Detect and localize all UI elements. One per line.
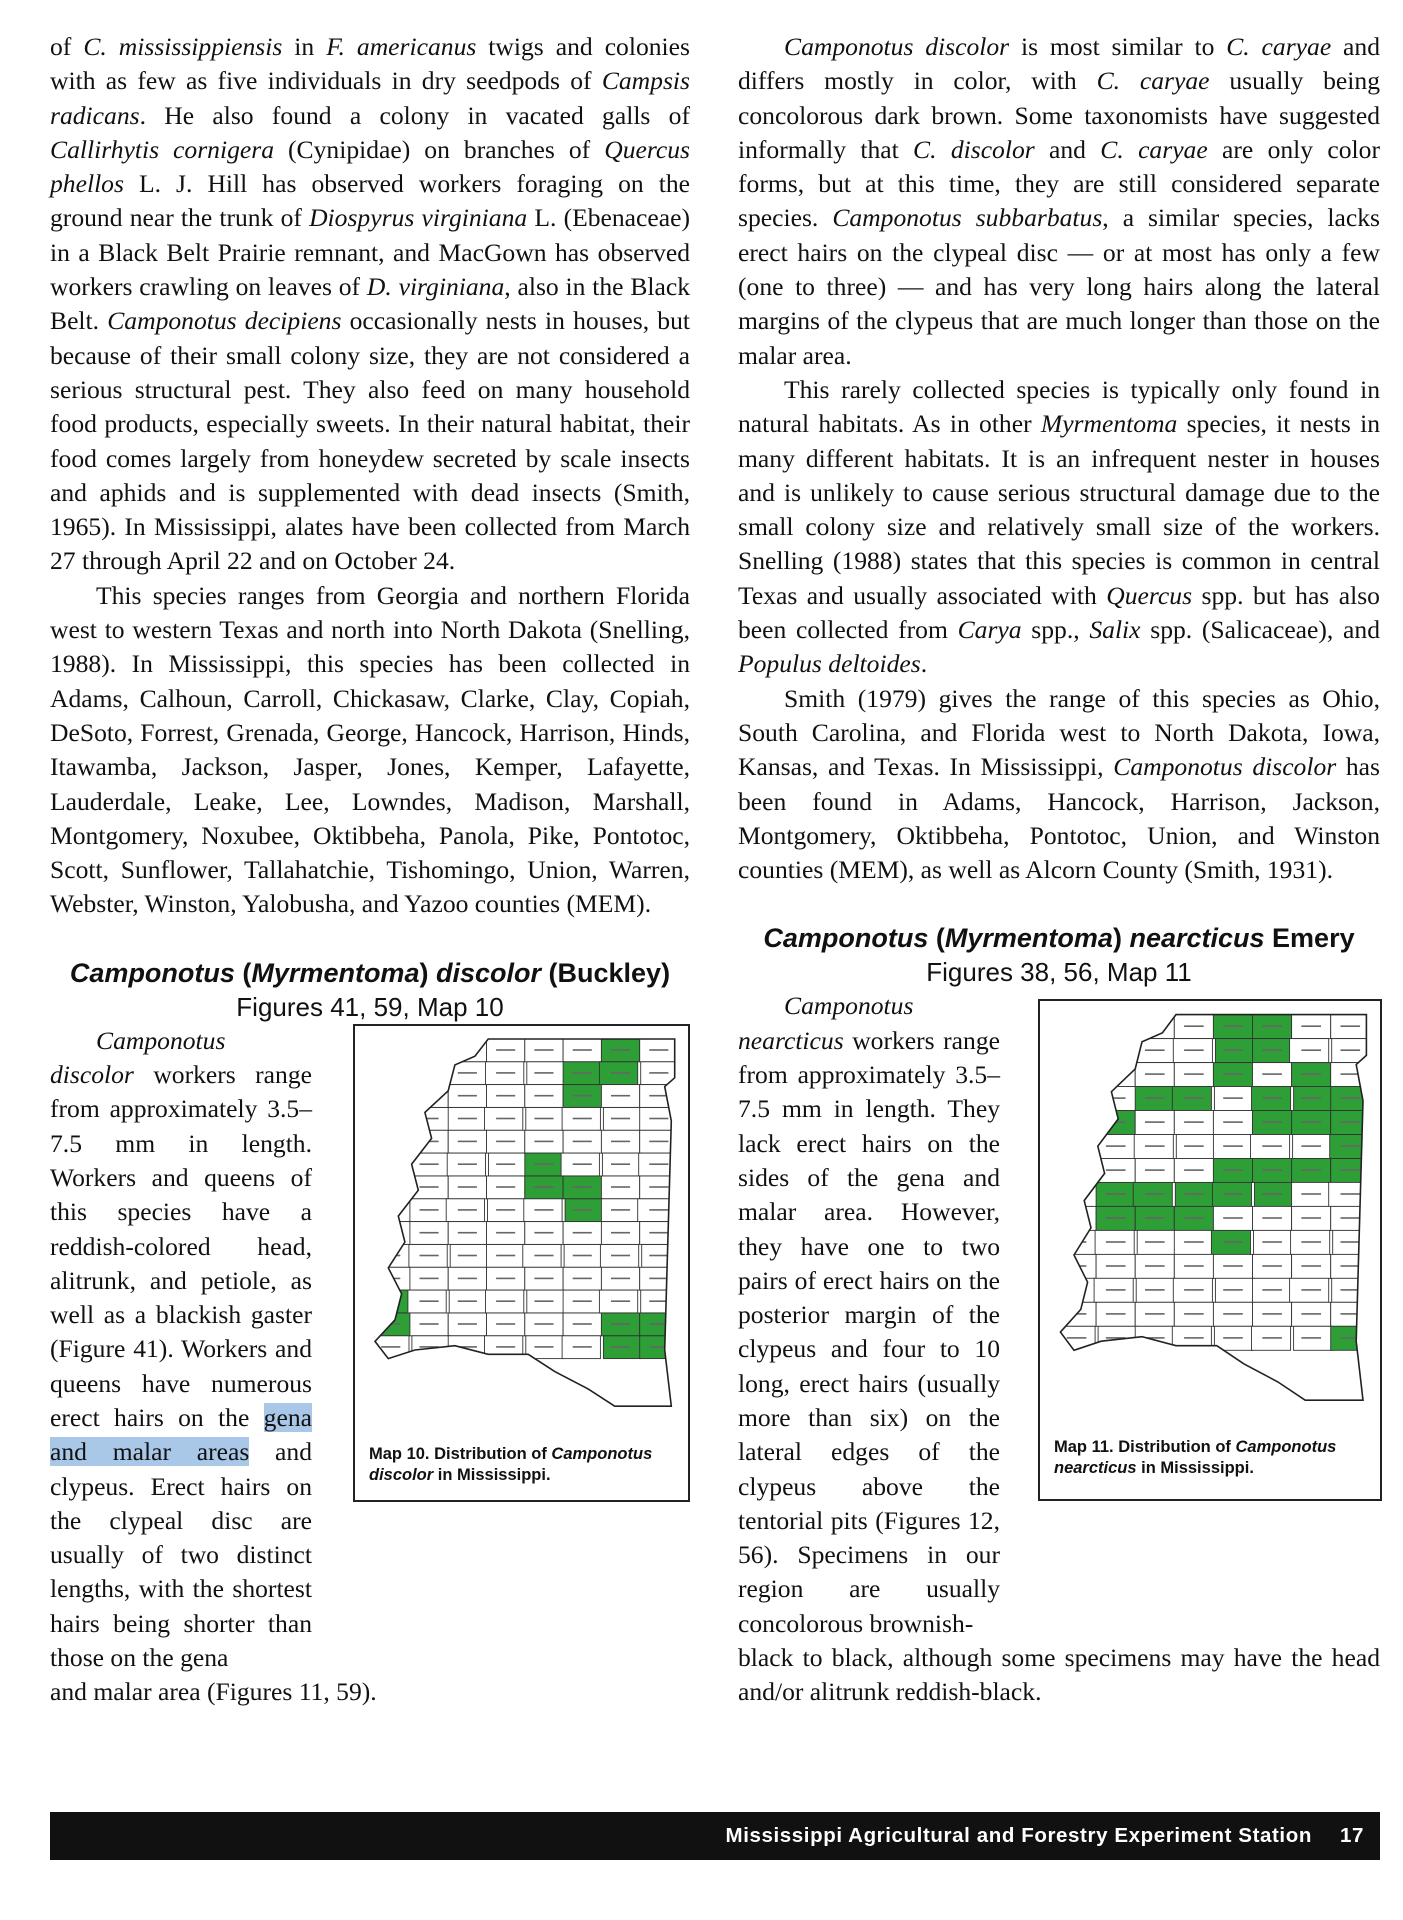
county-label-mark bbox=[1184, 1050, 1204, 1052]
county-cell bbox=[1096, 1015, 1135, 1039]
county-label-mark bbox=[1106, 1242, 1126, 1244]
county-label-mark bbox=[534, 1049, 553, 1051]
county-label-mark bbox=[1301, 1266, 1321, 1268]
county-cell bbox=[448, 1039, 486, 1062]
county-cell bbox=[408, 1062, 446, 1085]
county-label-mark bbox=[1301, 1218, 1321, 1220]
county-label-mark bbox=[458, 1163, 477, 1165]
county-label-mark bbox=[1106, 1314, 1126, 1316]
county-label-mark bbox=[1067, 1026, 1087, 1028]
county-label-mark bbox=[611, 1277, 630, 1279]
county-label-mark bbox=[420, 1095, 439, 1097]
right-paragraph-1: Camponotus discolor is most similar to C. caryae and differs mostly in color, with C. caryae usually being concolorous dark brown. Some taxonomists have suggested informally that C. discolor and C. caryae are only color forms, but at this time, they are still considered separate species. Camponotus subbarbatus, a similar species, lacks erect hairs on the clypeal disc — or at most has only a few (one to three) — and has very long hairs along the lateral margins of the clypeus that are much longer than those on the malar area. bbox=[738, 32, 1381, 370]
county-label-mark bbox=[458, 1300, 477, 1302]
county-label-mark bbox=[611, 1254, 630, 1256]
county-label-mark bbox=[649, 1049, 668, 1051]
county-label-mark bbox=[1184, 1146, 1204, 1148]
county-cell bbox=[410, 1039, 448, 1062]
county-label-mark bbox=[458, 1277, 477, 1279]
county-label-mark bbox=[381, 1300, 400, 1302]
county-label-mark bbox=[1184, 1218, 1204, 1220]
county-cell bbox=[372, 1039, 410, 1062]
county-label-mark bbox=[1106, 1218, 1126, 1220]
county-label-mark bbox=[1067, 1290, 1087, 1292]
highlighted-text: gena and malar areas bbox=[50, 1402, 312, 1467]
county-label-mark bbox=[573, 1323, 592, 1325]
county-label-mark bbox=[1145, 1122, 1165, 1124]
county-label-mark bbox=[381, 1117, 400, 1119]
county-label-mark bbox=[649, 1163, 668, 1165]
county-label-mark bbox=[496, 1140, 515, 1142]
county-label-mark bbox=[1301, 1026, 1321, 1028]
county-label-mark bbox=[458, 1254, 477, 1256]
county-label-mark bbox=[420, 1209, 439, 1211]
county-label-mark bbox=[573, 1346, 592, 1348]
county-label-mark bbox=[611, 1163, 630, 1165]
county-label-mark bbox=[1145, 1050, 1165, 1052]
county-label-mark bbox=[496, 1254, 515, 1256]
county-label-mark bbox=[1341, 1050, 1361, 1052]
county-label-mark bbox=[381, 1346, 400, 1348]
county-label-mark bbox=[381, 1232, 400, 1234]
county-label-mark bbox=[496, 1300, 515, 1302]
right-paragraph-4-end: black to black, although some specimens may have the head and/or alitrunk reddish-black. bbox=[738, 1643, 1380, 1707]
county-label-mark bbox=[1301, 1122, 1321, 1124]
county-label-mark bbox=[1262, 1338, 1282, 1340]
county-label-mark bbox=[1145, 1290, 1165, 1292]
county-label-mark bbox=[1145, 1242, 1165, 1244]
county-label-mark bbox=[611, 1323, 630, 1325]
county-label-mark bbox=[458, 1117, 477, 1119]
county-label-mark bbox=[1106, 1194, 1126, 1196]
county-label-mark bbox=[1145, 1026, 1165, 1028]
county-label-mark bbox=[496, 1163, 515, 1165]
county-label-mark bbox=[1262, 1314, 1282, 1316]
county-cell bbox=[372, 1084, 410, 1107]
county-label-mark bbox=[1067, 1218, 1087, 1220]
county-label-mark bbox=[611, 1072, 630, 1074]
county-label-mark bbox=[1223, 1242, 1243, 1244]
county-label-mark bbox=[1301, 1314, 1321, 1316]
county-label-mark bbox=[1106, 1290, 1126, 1292]
county-label-mark bbox=[611, 1049, 630, 1051]
county-label-mark bbox=[458, 1323, 477, 1325]
county-label-mark bbox=[1262, 1050, 1282, 1052]
county-label-mark bbox=[1067, 1098, 1087, 1100]
county-label-mark bbox=[1184, 1098, 1204, 1100]
county-label-mark bbox=[649, 1140, 668, 1142]
county-label-mark bbox=[573, 1232, 592, 1234]
county-label-mark bbox=[1341, 1338, 1361, 1340]
county-label-mark bbox=[534, 1186, 553, 1188]
county-label-mark bbox=[1223, 1122, 1243, 1124]
right-paragraph-4: Camponotus nearcticus workers range from approximately 3.5–7.5 mm in length. They lack erect hairs on the sides of the gena and malar area. However, they have one to two pairs of erect hairs on the posterior margin of the clypeus and four to 10 long, erect hairs (usually more than six) on the lateral edges of the clypeus above the tentorial pits (Figures 12, 56). Specimens in our region are usually concolorous brownish- bbox=[738, 991, 1000, 1638]
county-label-mark bbox=[1184, 1338, 1204, 1340]
county-label-mark bbox=[1184, 1242, 1204, 1244]
county-label-mark bbox=[1145, 1170, 1165, 1172]
county-label-mark bbox=[649, 1277, 668, 1279]
county-cell bbox=[370, 1153, 408, 1176]
county-label-mark bbox=[1301, 1242, 1321, 1244]
county-label-mark bbox=[1067, 1338, 1087, 1340]
county-label-mark bbox=[649, 1209, 668, 1211]
county-label-mark bbox=[458, 1072, 477, 1074]
page-footer bbox=[50, 1812, 1380, 1860]
county-label-mark bbox=[611, 1346, 630, 1348]
map-10-mississippi bbox=[355, 1026, 688, 1500]
county-cell bbox=[372, 1062, 410, 1085]
county-label-mark bbox=[1106, 1146, 1126, 1148]
county-label-mark bbox=[420, 1277, 439, 1279]
county-label-mark bbox=[1106, 1050, 1126, 1052]
county-label-mark bbox=[496, 1277, 515, 1279]
county-label-mark bbox=[381, 1209, 400, 1211]
county-label-mark bbox=[381, 1049, 400, 1051]
map-11-mississippi bbox=[1040, 1001, 1380, 1499]
county-label-mark bbox=[1301, 1146, 1321, 1148]
county-label-mark bbox=[381, 1095, 400, 1097]
county-label-mark bbox=[1341, 1266, 1361, 1268]
county-label-mark bbox=[1184, 1122, 1204, 1124]
map-10-caption: Map 10. Distribution of Camponotus discolor in Mississippi. bbox=[369, 1444, 653, 1484]
county-label-mark bbox=[1223, 1194, 1243, 1196]
county-label-mark bbox=[534, 1300, 553, 1302]
county-label-mark bbox=[1262, 1266, 1282, 1268]
county-label-mark bbox=[534, 1140, 553, 1142]
county-label-mark bbox=[1184, 1026, 1204, 1028]
county-label-mark bbox=[1106, 1098, 1126, 1100]
county-label-mark bbox=[1262, 1026, 1282, 1028]
county-cell bbox=[372, 1176, 410, 1199]
county-label-mark bbox=[573, 1254, 592, 1256]
county-label-mark bbox=[649, 1232, 668, 1234]
county-label-mark bbox=[458, 1209, 477, 1211]
county-label-mark bbox=[1223, 1146, 1243, 1148]
county-cell bbox=[1059, 1183, 1098, 1207]
section-figures-discolor: Figures 41, 59, Map 10 bbox=[236, 991, 504, 1022]
county-label-mark bbox=[534, 1254, 553, 1256]
county-label-mark bbox=[1223, 1098, 1243, 1100]
page-number: 17 bbox=[1339, 1824, 1364, 1847]
county-label-mark bbox=[1223, 1338, 1243, 1340]
county-label-mark bbox=[534, 1346, 553, 1348]
county-label-mark bbox=[1184, 1290, 1204, 1292]
section-figures-nearcticus: Figures 38, 56, Map 11 bbox=[926, 957, 1192, 988]
county-label-mark bbox=[420, 1323, 439, 1325]
county-label-mark bbox=[420, 1072, 439, 1074]
county-label-mark bbox=[1262, 1290, 1282, 1292]
county-cell bbox=[1057, 1255, 1096, 1279]
county-label-mark bbox=[1262, 1122, 1282, 1124]
county-label-mark bbox=[611, 1095, 630, 1097]
county-label-mark bbox=[1184, 1074, 1204, 1076]
county-label-mark bbox=[649, 1186, 668, 1188]
county-label-mark bbox=[1301, 1074, 1321, 1076]
county-label-mark bbox=[573, 1186, 592, 1188]
county-label-mark bbox=[649, 1254, 668, 1256]
county-label-mark bbox=[1067, 1146, 1087, 1148]
county-label-mark bbox=[1184, 1170, 1204, 1172]
county-label-mark bbox=[1223, 1218, 1243, 1220]
county-label-mark bbox=[1184, 1194, 1204, 1196]
county-cell bbox=[1056, 1087, 1095, 1111]
left-paragraph-3: Camponotus discolor workers range from approximately 3.5–7.5 mm in length. Workers and queens of this species have a reddish-colored head, alitrunk, and petiole, as well as a blackish gaster (Figure 41). Workers and queens have numerous erect hairs on the gena and malar areas and clypeus. Erect hairs on the clypeal disc are usually of two distinct lengths, with the shortest hairs being shorter than those on the gena bbox=[50, 1025, 313, 1673]
left-paragraph-1: of C. mississippiensis in F. americanus twigs and colonies with as few as five individuals in dry seedpods of Campsis radicans. He also found a colony in vacated galls of Callirhytis cornigera (Cynipidae) on branches of Quercus phellos L. J. Hill has observed workers foraging on the ground near the trunk of Diospyrus virginiana L. (Ebenaceae) in a Black Belt Prairie remnant, and MacGown has observed workers crawling on leaves of D. virginiana, also in the Black Belt. Camponotus decipiens occasionally nests in houses, but because of their small colony size, they are not considered a serious structural pest. They also feed on many household food products, especially sweets. In their natural habitat, their food comes largely from honeydew secreted by scale insects and aphids and is supplemented with dead insects (Smith, 1965). In Mississippi, alates have been collected from March 27 through April 22 and on October 24. bbox=[50, 32, 691, 576]
county-label-mark bbox=[534, 1232, 553, 1234]
county-label-mark bbox=[381, 1140, 400, 1142]
county-label-mark bbox=[1301, 1194, 1321, 1196]
county-label-mark bbox=[420, 1049, 439, 1051]
county-label-mark bbox=[611, 1232, 630, 1234]
county-label-mark bbox=[1262, 1074, 1282, 1076]
county-label-mark bbox=[1223, 1026, 1243, 1028]
county-label-mark bbox=[1341, 1194, 1361, 1196]
county-label-mark bbox=[534, 1095, 553, 1097]
county-cell bbox=[372, 1130, 410, 1153]
county-label-mark bbox=[458, 1140, 477, 1142]
county-label-mark bbox=[573, 1140, 592, 1142]
county-label-mark bbox=[458, 1232, 477, 1234]
county-label-mark bbox=[381, 1186, 400, 1188]
county-label-mark bbox=[1145, 1194, 1165, 1196]
county-cell bbox=[1135, 1015, 1174, 1039]
county-label-mark bbox=[1145, 1314, 1165, 1316]
county-label-mark bbox=[534, 1163, 553, 1165]
county-cell bbox=[1057, 1039, 1096, 1063]
county-label-mark bbox=[1223, 1170, 1243, 1172]
county-label-mark bbox=[1223, 1290, 1243, 1292]
county-label-mark bbox=[1223, 1074, 1243, 1076]
county-label-mark bbox=[1145, 1098, 1165, 1100]
county-label-mark bbox=[496, 1049, 515, 1051]
county-label-mark bbox=[534, 1072, 553, 1074]
county-label-mark bbox=[1262, 1146, 1282, 1148]
county-label-mark bbox=[534, 1209, 553, 1211]
county-label-mark bbox=[611, 1186, 630, 1188]
county-label-mark bbox=[420, 1300, 439, 1302]
county-label-mark bbox=[649, 1095, 668, 1097]
map-10-figure bbox=[353, 1024, 690, 1502]
county-label-mark bbox=[1341, 1122, 1361, 1124]
county-cell bbox=[1057, 1015, 1096, 1039]
county-cell bbox=[373, 1244, 411, 1267]
footer-station-name: Mississippi Agricultural and Forestry Experiment Station bbox=[725, 1824, 1312, 1847]
county-cell bbox=[1057, 1159, 1096, 1183]
county-cell bbox=[1094, 1039, 1133, 1063]
county-cell bbox=[1057, 1111, 1096, 1135]
left-column bbox=[50, 30, 690, 1710]
left-paragraph-3-end: and malar area (Figures 11, 59). bbox=[50, 1677, 377, 1707]
county-cell bbox=[1057, 1279, 1096, 1303]
county-label-mark bbox=[458, 1186, 477, 1188]
county-label-mark bbox=[573, 1209, 592, 1211]
county-label-mark bbox=[458, 1095, 477, 1097]
county-label-mark bbox=[1145, 1146, 1165, 1148]
county-label-mark bbox=[1341, 1098, 1361, 1100]
county-label-mark bbox=[381, 1072, 400, 1074]
county-label-mark bbox=[496, 1072, 515, 1074]
county-label-mark bbox=[573, 1095, 592, 1097]
map-11-caption: Map 11. Distribution of Camponotus nearcticus in Mississippi. bbox=[1054, 1438, 1337, 1478]
county-label-mark bbox=[420, 1254, 439, 1256]
county-label-mark bbox=[611, 1209, 630, 1211]
county-cell bbox=[1055, 1135, 1094, 1159]
right-paragraph-3: Smith (1979) gives the range of this species as Ohio, South Carolina, and Florida west to North Dakota, Iowa, Kansas, and Texas. In Mississippi, Camponotus discolor has been found in Adams, Hancock, Harrison, Jackson, Montgomery, Oktibbeha, Pontotoc, Union, and Winston counties (MEM), as well as Alcorn County (Smith, 1931). bbox=[738, 683, 1381, 885]
county-label-mark bbox=[1067, 1170, 1087, 1172]
county-label-mark bbox=[1341, 1218, 1361, 1220]
county-cell bbox=[374, 1199, 412, 1222]
county-label-mark bbox=[534, 1117, 553, 1119]
county-label-mark bbox=[573, 1300, 592, 1302]
county-label-mark bbox=[496, 1117, 515, 1119]
county-label-mark bbox=[1067, 1194, 1087, 1196]
county-label-mark bbox=[1301, 1170, 1321, 1172]
county-label-mark bbox=[1067, 1050, 1087, 1052]
county-label-mark bbox=[1262, 1242, 1282, 1244]
county-label-mark bbox=[1106, 1170, 1126, 1172]
county-label-mark bbox=[611, 1300, 630, 1302]
county-label-mark bbox=[534, 1323, 553, 1325]
county-label-mark bbox=[611, 1117, 630, 1119]
county-label-mark bbox=[573, 1277, 592, 1279]
county-label-mark bbox=[1301, 1050, 1321, 1052]
county-label-mark bbox=[1341, 1242, 1361, 1244]
county-label-mark bbox=[496, 1232, 515, 1234]
county-label-mark bbox=[1262, 1170, 1282, 1172]
county-label-mark bbox=[649, 1072, 668, 1074]
section-title-nearcticus: Camponotus (Myrmentoma) nearcticus Emery bbox=[763, 923, 1355, 954]
map-11-figure bbox=[1038, 999, 1382, 1501]
county-label-mark bbox=[1106, 1266, 1126, 1268]
county-label-mark bbox=[1184, 1266, 1204, 1268]
county-label-mark bbox=[1067, 1122, 1087, 1124]
county-label-mark bbox=[1301, 1338, 1321, 1340]
county-label-mark bbox=[573, 1163, 592, 1165]
section-title-discolor: Camponotus (Myrmentoma) discolor (Buckley) bbox=[69, 957, 671, 988]
county-label-mark bbox=[420, 1232, 439, 1234]
county-label-mark bbox=[1067, 1074, 1087, 1076]
county-label-mark bbox=[1067, 1242, 1087, 1244]
county-label-mark bbox=[573, 1072, 592, 1074]
county-label-mark bbox=[1223, 1266, 1243, 1268]
county-label-mark bbox=[1106, 1026, 1126, 1028]
county-label-mark bbox=[458, 1049, 477, 1051]
county-label-mark bbox=[1262, 1098, 1282, 1100]
county-label-mark bbox=[1341, 1170, 1361, 1172]
county-label-mark bbox=[496, 1095, 515, 1097]
county-label-mark bbox=[420, 1117, 439, 1119]
county-label-mark bbox=[1223, 1050, 1243, 1052]
county-label-mark bbox=[1341, 1146, 1361, 1148]
county-label-mark bbox=[573, 1117, 592, 1119]
county-label-mark bbox=[381, 1163, 400, 1165]
county-label-mark bbox=[1301, 1290, 1321, 1292]
county-label-mark bbox=[1301, 1098, 1321, 1100]
county-label-mark bbox=[1223, 1314, 1243, 1316]
county-label-mark bbox=[496, 1209, 515, 1211]
county-label-mark bbox=[420, 1186, 439, 1188]
county-cell bbox=[1057, 1063, 1096, 1087]
county-label-mark bbox=[1262, 1194, 1282, 1196]
county-label-mark bbox=[1106, 1074, 1126, 1076]
county-label-mark bbox=[1341, 1026, 1361, 1028]
county-label-mark bbox=[1184, 1314, 1204, 1316]
county-label-mark bbox=[496, 1186, 515, 1188]
county-label-mark bbox=[1145, 1266, 1165, 1268]
county-label-mark bbox=[496, 1323, 515, 1325]
right-column bbox=[738, 30, 1380, 1710]
county-label-mark bbox=[573, 1049, 592, 1051]
county-label-mark bbox=[534, 1277, 553, 1279]
right-paragraph-2: This rarely collected species is typically only found in natural habitats. As in other Myrmentoma species, it nests in many different habitats. It is an infrequent nester in houses and is unlikely to cause serious structural damage due to the small colony size and relatively small size of the workers. Snelling (1988) states that this species is common in central Texas and usually associated with Quercus spp. but has also been collected from Carya spp., Salix spp. (Salicaceae), and Populus deltoides. bbox=[738, 374, 1380, 679]
county-label-mark bbox=[496, 1346, 515, 1348]
county-label-mark bbox=[1262, 1218, 1282, 1220]
county-label-mark bbox=[420, 1163, 439, 1165]
county-label-mark bbox=[1145, 1074, 1165, 1076]
county-cell bbox=[372, 1290, 410, 1313]
county-label-mark bbox=[381, 1277, 400, 1279]
left-paragraph-2: This species ranges from Georgia and northern Florida west to western Texas and north into North Dakota (Snelling, 1988). In Mississippi, this species has been collected in Adams, Calhoun, Carroll, Chickasaw, Clarke, Clay, Copiah, DeSoto, Forrest, Grenada, George, Hancock, Harrison, Hinds, Itawamba, Jackson, Jasper, Jones, Kemper, Lafayette, Lauderdale, Leake, Lee, Lowndes, Madison, Marshall, Montgomery, Noxubee, Oktibbeha, Panola, Pike, Pontotoc, Scott, Sunflower, Tallahatchie, Tishomingo, Union, Warren, Webster, Winston, Yalobusha, and Yazoo counties (MEM). bbox=[50, 580, 690, 919]
county-label-mark bbox=[611, 1140, 630, 1142]
county-label-mark bbox=[1145, 1218, 1165, 1220]
county-cell bbox=[371, 1107, 409, 1130]
county-cell bbox=[372, 1267, 410, 1290]
county-label-mark bbox=[649, 1117, 668, 1119]
county-label-mark bbox=[1067, 1266, 1087, 1268]
